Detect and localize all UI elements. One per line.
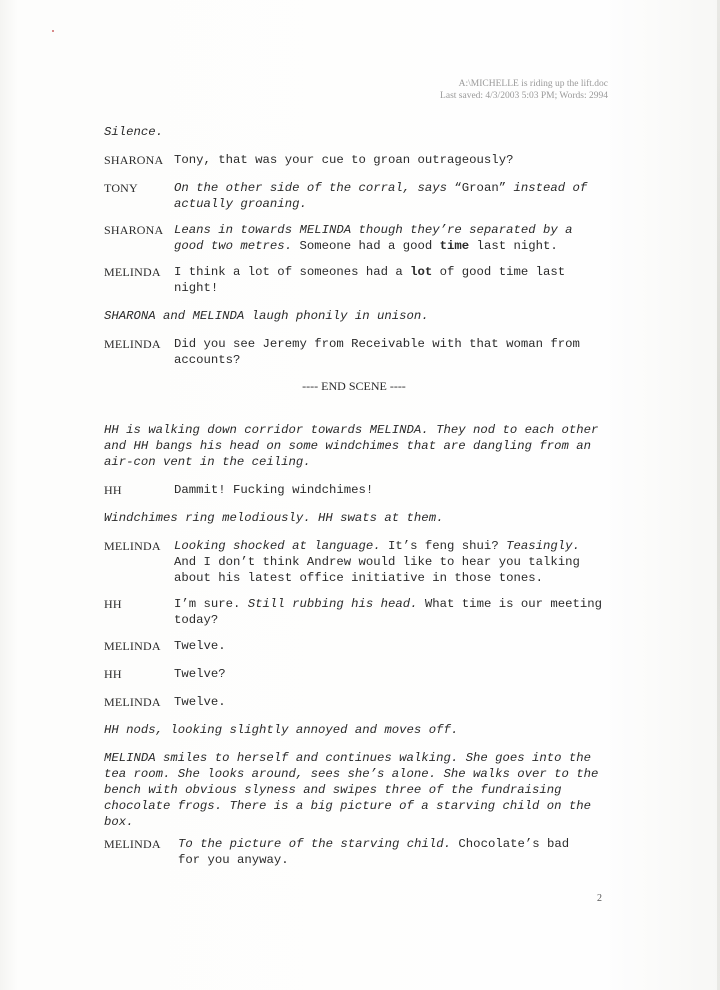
dialogue-fragment: last night. xyxy=(469,239,558,253)
character-name: MELINDA xyxy=(104,539,161,553)
character-name: HH xyxy=(104,597,122,611)
stage-direction: instead of actually groaning. xyxy=(174,181,588,211)
dialogue-fragment: It’s feng shui? xyxy=(380,539,507,553)
dialogue-fragment: “Groan” xyxy=(454,181,507,195)
character-name: HH xyxy=(104,483,122,497)
dialogue-text: Twelve? xyxy=(174,667,226,681)
character-name: MELINDA xyxy=(104,265,161,279)
stage-direction: On the other side of the corral, says xyxy=(174,181,455,195)
dialogue-fragment: I’m sure. xyxy=(174,597,248,611)
emphasis: lot xyxy=(410,265,433,279)
dialogue-text xyxy=(174,538,604,586)
action-line: HH nods, looking slightly annoyed and moves off. xyxy=(104,723,459,737)
character-name: SHARONA xyxy=(104,223,164,237)
stage-direction: Looking shocked at language. xyxy=(174,539,381,553)
character-name: MELINDA xyxy=(104,337,161,351)
action-paragraph: HH is walking down corridor towards MELINDA. They nod to each other and HH bangs his head on some windchimes that are dangling from an air-con vent in the ceiling. xyxy=(104,423,599,469)
action-paragraph: MELINDA smiles to herself and continues walking. She goes into the tea room. She looks around, sees she’s alone. She walks over to the bench with obvious slyness and swipes three of the fundraising chocolate frogs. There is a big picture of a starving child on the box. xyxy=(104,751,599,829)
dialogue-text: Dammit! Fucking windchimes! xyxy=(174,483,374,497)
action-line: SHARONA and MELINDA laugh phonily in unison. xyxy=(104,309,429,323)
dialogue-text xyxy=(178,836,588,868)
header-last-saved: Last saved: 4/3/2003 5:03 PM; Words: 2994 xyxy=(440,91,608,101)
emphasis: time xyxy=(439,239,470,253)
dialogue-fragment: What time is our meeting today? xyxy=(174,597,603,627)
header-filename: A:\MICHELLE is riding up the lift.doc xyxy=(458,79,608,89)
stage-direction: Still rubbing his head. xyxy=(247,597,418,611)
dialogue-text xyxy=(174,264,584,296)
dialogue-text: Did you see Jeremy from Receivable with that woman from accounts? xyxy=(174,337,580,367)
character-name: MELINDA xyxy=(104,639,161,653)
dialogue-text: Twelve. xyxy=(174,695,226,709)
dialogue-fragment: I think a lot of someones had a xyxy=(174,265,411,279)
dialogue-fragment: And I don’t think Andrew would like to hear you talking about his latest office initiative in those tones. xyxy=(174,555,580,585)
stage-direction: To the picture of the starving child. xyxy=(178,837,452,851)
dialogue-text xyxy=(174,596,604,628)
character-name: HH xyxy=(104,667,122,681)
dialogue-fragment: of good time last night! xyxy=(174,265,566,295)
paper-speck xyxy=(52,30,54,32)
action-line: Silence. xyxy=(104,125,164,139)
character-name: MELINDA xyxy=(104,837,161,851)
document-header xyxy=(308,78,608,102)
character-name: MELINDA xyxy=(104,695,161,709)
character-name: SHARONA xyxy=(104,153,164,167)
stage-direction: Teasingly. xyxy=(506,539,580,553)
dialogue-text: Twelve. xyxy=(174,639,226,653)
dialogue-fragment: Chocolate’s bad for you anyway. xyxy=(178,837,570,867)
dialogue-fragment: Someone had a good xyxy=(292,239,440,253)
stage-direction: Leans in towards MELINDA though they’re separated by a good two metres. xyxy=(174,223,573,253)
end-scene-marker: ---- END SCENE ---- xyxy=(302,379,406,393)
dialogue-text: Tony, that was your cue to groan outrageously? xyxy=(174,153,514,167)
dialogue-text xyxy=(174,222,604,254)
character-name: TONY xyxy=(104,181,138,195)
action-line: Windchimes ring melodiously. HH swats at them. xyxy=(104,511,444,525)
dialogue-text xyxy=(174,180,604,212)
page-number: 2 xyxy=(597,893,602,904)
